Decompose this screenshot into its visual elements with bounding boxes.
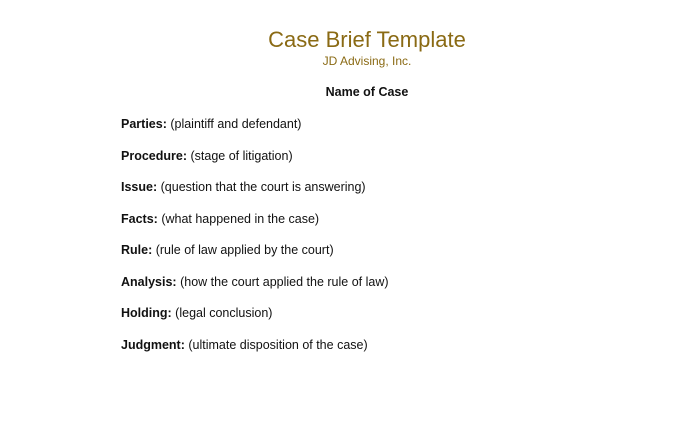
- field-label: Issue:: [121, 180, 158, 194]
- field-description: (rule of law applied by the court): [155, 243, 334, 257]
- field-analysis: [121, 274, 641, 306]
- field-description: (what happened in the case): [161, 211, 320, 226]
- field-parties: [121, 116, 641, 148]
- field-facts: [121, 211, 641, 243]
- field-description: (stage of litigation): [190, 148, 293, 163]
- field-description: (question that the court is answering): [160, 180, 366, 194]
- document-subtitle: JD Advising, Inc.: [322, 54, 412, 68]
- field-description: (plaintiff and defendant): [170, 117, 302, 131]
- field-description: (ultimate disposition of the case): [188, 337, 368, 352]
- case-name-heading: Name of Case: [325, 85, 409, 99]
- field-label: Procedure:: [121, 148, 187, 163]
- field-description: (how the court applied the rule of law): [180, 274, 389, 289]
- field-judgment: [121, 337, 641, 369]
- field-procedure: [121, 148, 641, 180]
- field-label: Rule:: [121, 243, 153, 257]
- field-label: Holding:: [121, 306, 172, 320]
- document-title: Case Brief Template: [268, 27, 466, 52]
- field-holding: [121, 305, 641, 337]
- field-label: Facts:: [121, 211, 158, 226]
- field-rule: [121, 242, 641, 274]
- field-label: Analysis:: [121, 274, 177, 289]
- case-brief-fields: [121, 116, 641, 368]
- field-description: (legal conclusion): [175, 306, 273, 320]
- field-issue: [121, 179, 641, 211]
- field-label: Parties:: [121, 117, 167, 131]
- field-label: Judgment:: [121, 337, 185, 352]
